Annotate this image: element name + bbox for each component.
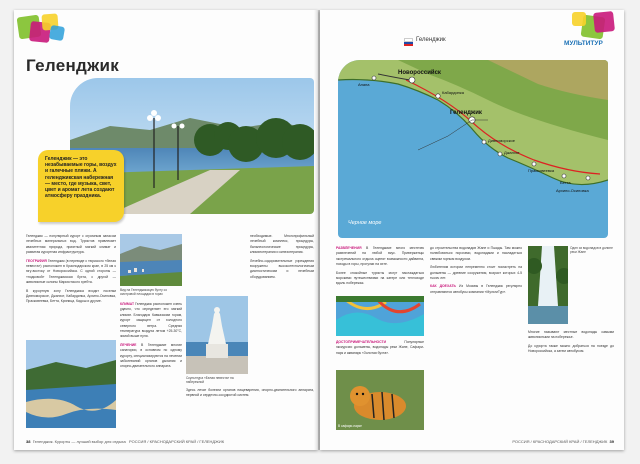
section-lead: ДОСТОПРИМЕЧАТЕЛЬНОСТИ xyxy=(336,340,387,344)
paragraph xyxy=(26,289,116,305)
page-header: Геленджик xyxy=(416,37,446,43)
map-label-dzhankhot: Джанхот xyxy=(504,150,520,155)
map-label-gelendzhik: Геленджик xyxy=(450,110,482,116)
coast-photo xyxy=(26,340,116,428)
left-column-3b xyxy=(186,388,314,399)
paragraph-text: Любителям истории непременно стоит посмотреть на дольмены — древние сооружения, возраст которых 4-5 тысяч лет. xyxy=(430,265,522,281)
left-column-3 xyxy=(250,234,314,283)
map-label-sea: Черное море xyxy=(348,220,382,226)
region-map xyxy=(338,60,608,238)
paragraph-text: необходимые. Многопрофильный лечебный комплекс, процедуры, бальнеологические процедуры, климатотерапия и кинезотерапия. xyxy=(250,234,314,255)
callout-box: Геленджик — это незабываемые горы, воздух и галечные пляжи. А геленджикская набережная — место, где музыка, свет, цвет и аромат лета создают атмосферу праздника. xyxy=(38,150,124,222)
map-illustration xyxy=(338,60,608,238)
paragraph xyxy=(430,246,522,262)
statue-photo xyxy=(186,296,248,374)
map-label-arkhipo-osipovka: Архипо-Осиповка xyxy=(556,188,589,193)
paragraph-text: Более спокойные туристы могут наслаждаться морскими путешествиями на катере или теплоходе вдоль побережья. xyxy=(336,270,424,286)
paragraph-text: до строительства водопадов Жане и Пшады. Там можно полюбоваться порогами, водопадами и насладиться свежим горным воздухом. xyxy=(430,246,522,261)
paragraph xyxy=(430,284,522,295)
section-lead: КЛИМАТ xyxy=(120,302,135,306)
statue-illustration xyxy=(186,296,248,374)
left-page xyxy=(14,10,318,450)
page-number: 39 xyxy=(609,439,614,444)
paragraph xyxy=(120,302,182,340)
paragraph xyxy=(528,344,614,355)
coast-illustration xyxy=(26,340,116,428)
map-label-praskoveevka: Прасковеевка xyxy=(528,168,555,173)
caption-statue: Скульптура «Белая невеста» на набережной xyxy=(186,376,234,385)
paragraph-text: Многие называют местные водопады самыми живописными на побережье. xyxy=(528,330,614,340)
paragraph xyxy=(120,343,182,370)
paragraph xyxy=(26,234,116,256)
map-label-divnomorskoe: Дивноморское xyxy=(488,138,515,143)
brand-logo: МУЛЬТИТУР xyxy=(564,40,603,47)
paragraph xyxy=(336,271,424,287)
paragraph-text: Лечебно-оздоровительные учреждения вооружены высокотехнологичным диагностическим и лечебным оборудованием. xyxy=(250,258,314,279)
right-page xyxy=(320,10,624,450)
paragraph-text: Геленджик — популярный курорт с огромным запасом лечебных минеральных вод. Туристов привлекает квалитетная природа, приятный мягкий климат и развитая курортная инфраструктура. xyxy=(26,234,116,255)
paragraph-text: Популярные экскурсии: дольмены, водопады реки Жане, Сафари-парк и аквапарк «Золотая бухта». xyxy=(336,340,424,355)
section-lead: РАЗВЛЕЧЕНИЯ xyxy=(336,246,362,250)
breadcrumb: РОССИЯ / КРАСНОДАРСКИЙ КРАЙ / ГЕЛЕНДЖИК xyxy=(512,439,608,444)
paragraph xyxy=(336,246,424,268)
paragraph xyxy=(336,340,424,356)
section-lead: КАК ДОЕХАТЬ xyxy=(430,284,456,289)
paragraph-text: До курорта также можно добраться на поезде до Новороссийска, а затем автобусом. xyxy=(528,343,614,354)
right-column-3 xyxy=(528,330,614,355)
breadcrumb: РОССИЯ / КРАСНОДАРСКИЙ КРАЙ / ГЕЛЕНДЖИК xyxy=(129,439,225,444)
paragraph-text: В Геленджике много местечек развлечений на любой вкус. Приверженцы экстремального отдыха оценят возможности дайвинга, походы в горы, прогулки на яхте. xyxy=(336,246,424,267)
flag-icon xyxy=(404,38,413,44)
paragraph-text: Геленджик расположен очень удачно, что определяет его мягкий климат. Благодаря Кавказским горам, курорт защищен от холодного северного ветра. Средняя температура воздуха летом +25-30°C, зимой выше нуля. xyxy=(120,302,182,339)
decor-square-magenta xyxy=(593,11,615,33)
paragraph xyxy=(250,259,314,281)
decor-square-yellow xyxy=(572,12,586,26)
paragraph-text: Из Москвы в Геленджик регулярно отправляются автобусы компании «МультиТур». xyxy=(430,284,522,294)
paragraph xyxy=(250,234,314,256)
waterfall-photo xyxy=(528,246,568,324)
paragraph-text: В Геленджике многие санатории, в основном по одному курорту, специализируются на лечении заболеваний органов дыхания и опорно-двигательного аппарата. xyxy=(120,342,182,369)
map-label-betta: Бетта xyxy=(560,180,571,185)
tiger-illustration xyxy=(336,370,424,430)
page-title: Геленджик xyxy=(26,56,120,75)
decor-square-blue xyxy=(49,25,65,41)
paragraph xyxy=(528,330,614,341)
right-column-1 xyxy=(336,246,424,290)
aquapark-illustration xyxy=(336,296,424,336)
bay-view-photo xyxy=(120,234,182,286)
right-column-1b xyxy=(336,340,424,356)
caption-tiger: В сафари-парке xyxy=(338,424,362,428)
paragraph-text: Здесь лечат болезни органов пищеварения, опорно-двигательного аппарата, нервной и сердечно-сосудистой систем. xyxy=(186,388,314,398)
left-column-2 xyxy=(120,302,182,370)
left-footer xyxy=(26,439,312,444)
map-label-anapa: Анапа xyxy=(358,82,370,87)
map-label-kabardinka: Кабардинка xyxy=(442,90,464,95)
paragraph-text: В курортную зону Геленджика входят поселки Дивноморское, Джанхот, Кабардинка, Архипо-Осиповка, Прасковеевка, Бетта, Криница, Кадош и другие. xyxy=(26,288,116,304)
magazine-spread xyxy=(14,10,626,452)
section-lead: ЛЕЧЕНИЕ xyxy=(120,342,137,347)
paragraph xyxy=(186,388,314,399)
paragraph xyxy=(430,265,522,281)
caption-waterfall: Один из водопадов в долине реки Жане xyxy=(570,246,613,255)
map-label-novorossiysk: Новороссийск xyxy=(398,70,441,76)
paragraph xyxy=(26,259,116,286)
footer-text: Геленджик. Курорты — лучший выбор для отдыха xyxy=(32,439,126,444)
right-column-2 xyxy=(430,246,522,295)
bay-illustration xyxy=(120,234,182,286)
aquapark-photo xyxy=(336,296,424,336)
paragraph-text: Геленджик (в переводе с тюркского «белая невеста») расположен в Краснодарском крае, в 25 км к югу-востоку от Новороссийска. С одной стороны — «подковой» Геленджикская бухта, с другой — живописные склоны Маркхотского хребта. xyxy=(26,258,116,285)
waterfall-illustration xyxy=(528,246,568,324)
right-footer xyxy=(512,439,614,444)
page-number: 38 xyxy=(26,439,31,444)
left-column-1 xyxy=(26,234,116,305)
tiger-photo xyxy=(336,370,424,430)
section-lead: ГЕОГРАФИЯ xyxy=(26,258,47,263)
caption-bay: Вид на Геленджикскую бухту со смотровой площадки в горах xyxy=(120,288,168,297)
